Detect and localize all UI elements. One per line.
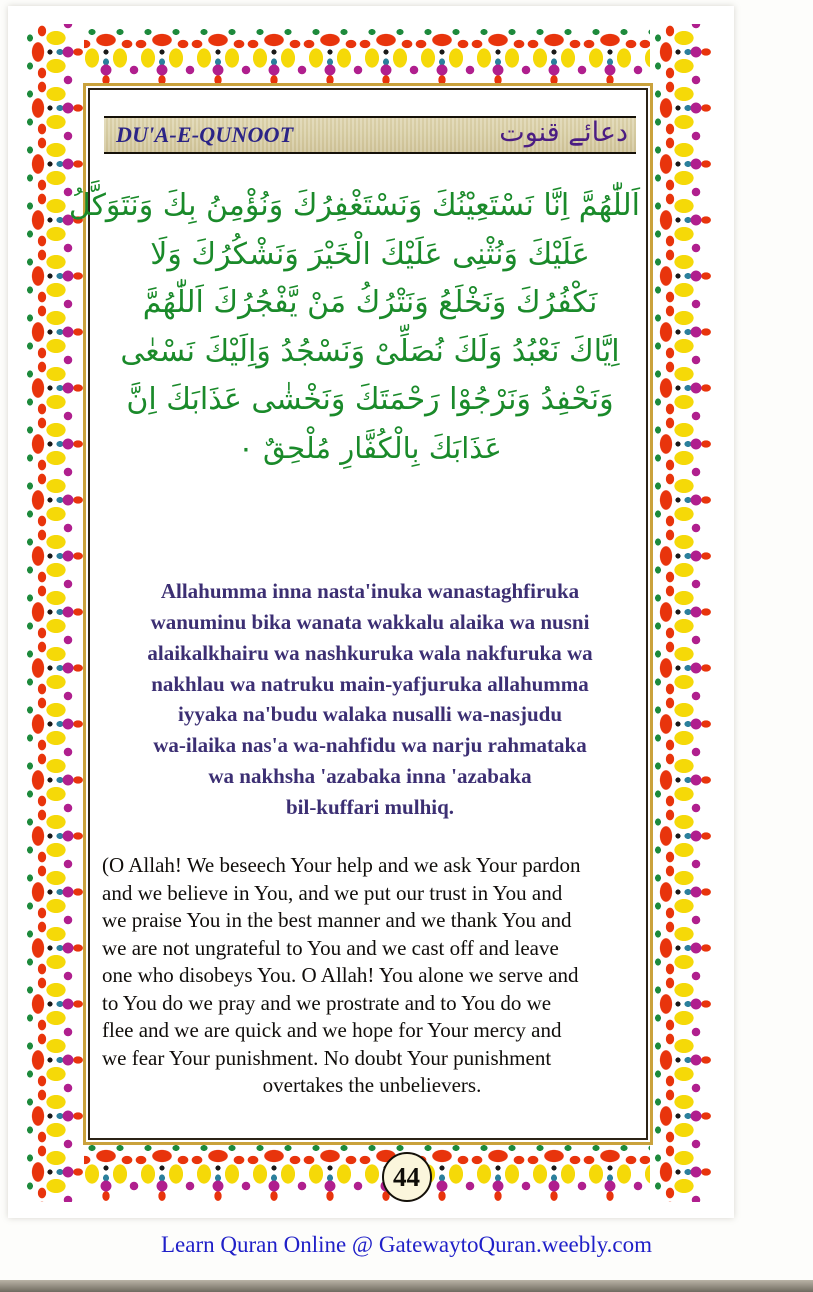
page-title: DU'A-E-QUNOOT: [116, 122, 294, 147]
translation-line: we fear Your punishment. No doubt Your punishment: [102, 1045, 552, 1070]
floral-motif-icon: [22, 24, 712, 86]
arabic-text-block: [68, 182, 640, 472]
arabic-line: نَكْفُرُكَ وَنَخْلَعُ وَنَتْرُكُ مَنْ يَّفْجُرُكَ اَللّٰهُمَّ: [142, 285, 598, 321]
transliteration-line: bil-kuffari mulhiq.: [285, 795, 455, 820]
transliteration-line: wa nakhsha 'azabaka inna 'azabaka: [208, 764, 532, 789]
transliteration-line: wanuminu bika wanata wakkalu alaika wa nusni: [150, 609, 590, 634]
title-band: [104, 116, 636, 154]
translation-block: [102, 852, 642, 1100]
translation-line: to You do we pray and we prostrate and to You do we: [102, 990, 552, 1015]
floral-motif-icon: [22, 1140, 712, 1202]
arabic-line: اَللّٰهُمَّ اِنَّا نَسْتَعِيْنُكَ وَنَسْتَغْفِرُكَ وَنُؤْمِنُ بِكَ وَنَتَوَكَّلُ: [68, 188, 640, 223]
arabic-line: عَلَيْكَ وَنُثْنِى عَلَيْكَ الْخَيْرَ وَنَشْكُرُكَ وَلَا: [150, 236, 590, 272]
translation-line: we praise You in the best manner and we thank You and: [102, 908, 572, 932]
footer-link[interactable]: Learn Quran Online @ GatewaytoQuran.weebly.com: [160, 1232, 652, 1257]
border-band-top: [22, 24, 712, 86]
page-title-urdu: دعائے قنوت: [499, 116, 628, 148]
transliteration-line: iyyaka na'budu walaka nusalli wa-nasjudu: [178, 702, 562, 727]
page-number-badge: 44: [382, 1152, 432, 1202]
translation-line: one who disobeys You. O Allah! You alone we serve and: [102, 963, 579, 987]
transliteration-line: Allahumma inna nasta'inuka wanastaghfiruka: [160, 579, 580, 603]
content-panel: [68, 88, 648, 1140]
translation-line: and we believe in You, and we put our trust in You and: [102, 880, 563, 905]
border-band-bottom: [22, 1140, 712, 1202]
transliteration-block: [108, 576, 632, 823]
footer: [0, 1232, 813, 1258]
arabic-line: وَنَحْفِدُ وَنَرْجُوْا رَحْمَتَكَ وَنَخْشٰى عَذَابَكَ اِنَّ: [126, 382, 614, 418]
floral-motif-icon: [650, 24, 712, 1202]
arabic-line: عَذَابَكَ بِالْكُفَّارِ مُلْحِقٌ ۰: [238, 430, 502, 465]
page-edge-shadow: [0, 1280, 813, 1292]
arabic-line: اِيَّاكَ نَعْبُدُ وَلَكَ نُصَلِّىْ وَنَسْجُدُ وَاِلَيْكَ نَسْعٰى: [120, 333, 620, 369]
transliteration-line: nakhlau wa natruku main-yafjuruka allahumma: [151, 671, 589, 696]
translation-line: overtakes the unbelievers.: [262, 1073, 482, 1097]
border-band-right: [650, 24, 712, 1202]
transliteration-line: alaikalkhairu wa nashkuruka wala nakfuruka wa: [147, 640, 593, 665]
translation-line: (O Allah! We beseech Your help and we ask Your pardon: [102, 853, 581, 877]
translation-line: we are not ungrateful to You and we cast off and leave: [102, 935, 559, 960]
translation-line: flee and we are quick and we hope for Your mercy and: [102, 1018, 562, 1042]
transliteration-line: wa-ilaika nas'a wa-nahfidu wa narju rahmataka: [153, 733, 587, 758]
